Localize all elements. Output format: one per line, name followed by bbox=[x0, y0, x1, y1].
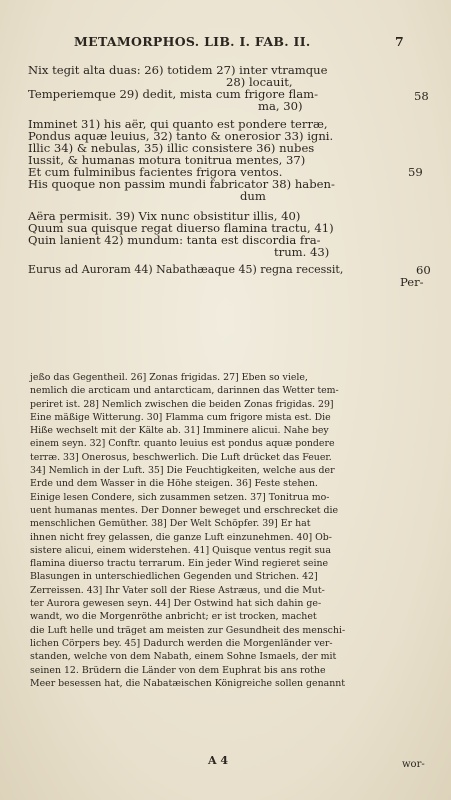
verse-line: Quum sua quisque regat diuerso flamina tractu, 41) bbox=[28, 221, 334, 235]
catchword-commentary: wor- bbox=[402, 759, 425, 770]
running-header bbox=[74, 34, 404, 54]
commentary-line: jeßo das Gegentheil. 26] Zonas frigidas. 27] Eben so viele, bbox=[30, 372, 308, 383]
german-commentary-block bbox=[30, 371, 426, 690]
verse-line: dum bbox=[240, 189, 266, 203]
verse-line: Illic 34) & nebulas, 35) illic consistere 36) nubes bbox=[28, 141, 315, 155]
verse-line: 28) locauit, bbox=[226, 75, 293, 89]
commentary-line: nemlich die arcticam und antarcticam, darinnen das Wetter tem- bbox=[30, 385, 339, 397]
commentary-line: seinen 12. Brüdern die Länder von dem Euphrat bis ans rothe bbox=[30, 664, 326, 676]
commentary-line: flamina diuerso tractu terrarum. Ein jeder Wind regieret seine bbox=[30, 558, 329, 570]
commentary-line: wandt, wo die Morgenröthe anbricht; er ist trocken, machet bbox=[30, 611, 317, 623]
verse-line: trum. 43) bbox=[274, 245, 330, 259]
margin-line-number: 59 bbox=[408, 165, 423, 179]
commentary-line: 34] Nemlich in der Luft. 35] Die Feuchtigkeiten, welche aus der bbox=[30, 465, 335, 477]
verse-line: Pondus aquæ leuius, 32) tanto & onerosior 33) igni. bbox=[28, 129, 334, 143]
verse-line: Quin lanient 42) mundum: tanta est discordia fra- bbox=[28, 233, 321, 247]
commentary-line: ter Aurora gewesen seyn. 44] Der Ostwind hat sich dahin ge- bbox=[30, 598, 322, 610]
verse-line: ma, 30) bbox=[258, 99, 303, 113]
commentary-line: einem seyn. 32] Conftr. quanto leuius est pondus aquæ pondere bbox=[30, 438, 335, 450]
verse-line: Et cum fulminibus facientes frigora ventos. bbox=[28, 165, 283, 179]
catchword-verse: Per- bbox=[400, 275, 424, 289]
commentary-line: terræ. 33] Onerosus, beschwerlich. Die Luft drücket das Feuer. bbox=[30, 451, 332, 463]
commentary-line: Meer besessen hat, die Nabatæischen Königreiche sollen genannt bbox=[30, 677, 346, 689]
commentary-line: Zerreissen. 43] Ihr Vater soll der Riese Astræus, und die Mut- bbox=[30, 584, 325, 596]
commentary-line: standen, welche von dem Nabath, einem Sohne Ismaels, der mit bbox=[30, 651, 337, 663]
commentary-line: Eine mäßige Witterung. 30] Flamma cum frigore mista est. Die bbox=[30, 411, 331, 423]
margin-line-number: 58 bbox=[414, 89, 429, 103]
verse-line: Aëra permisit. 39) Vix nunc obsistitur illis, 40) bbox=[28, 209, 301, 223]
commentary-line: ihnen nicht frey gelassen, die ganze Luft einzunehmen. 40] Ob- bbox=[30, 531, 332, 543]
verse-line: Temperiemque 29) dedit, mista cum frigore flam- bbox=[28, 87, 319, 101]
commentary-line: menschlichen Gemüther. 38] Der Welt Schöpfer. 39] Er hat bbox=[30, 518, 311, 530]
commentary-line: sistere alicui, einem widerstehen. 41] Quisque ventus regit sua bbox=[30, 544, 331, 556]
commentary-line: periret ist. 28] Nemlich zwischen die beiden Zonas frigidas. 29] bbox=[30, 398, 334, 410]
commentary-line: die Luft helle und träget am meisten zur Gesundheit des menschi- bbox=[30, 624, 346, 636]
commentary-line: Einige lesen Condere, sich zusammen setzen. 37] Tonitrua mo- bbox=[30, 491, 330, 503]
commentary-line: Hiße wechselt mit der Kälte ab. 31] Imminere alicui. Nahe bey bbox=[30, 425, 329, 437]
signature-mark: A 4 bbox=[208, 754, 229, 767]
running-title: METAMORPHOS. LIB. I. FAB. II. bbox=[74, 34, 311, 49]
margin-line-number: 60 bbox=[416, 263, 431, 277]
verse-line: Imminet 31) his aër, qui quanto est pondere terræ, bbox=[28, 117, 328, 131]
latin-verse-block bbox=[28, 64, 430, 288]
commentary-line: Erde und dem Wasser in die Höhe steigen. 36] Feste stehen. bbox=[30, 478, 318, 490]
commentary-line: Blasungen in unterschiedlichen Gegenden und Strichen. 42] bbox=[30, 571, 318, 583]
verse-line: His quoque non passim mundi fabricator 38) haben- bbox=[28, 177, 335, 191]
commentary-line: lichen Cörpers bey. 45] Dadurch werden die Morgenländer ver- bbox=[30, 637, 333, 649]
commentary-line: uent humanas mentes. Der Donner beweget und erschrecket die bbox=[30, 504, 339, 516]
verse-line: Eurus ad Auroram 44) Nabathæaque 45) regna recessit, bbox=[28, 263, 344, 276]
page-number: 7 bbox=[395, 34, 404, 49]
verse-line: Nix tegit alta duas: 26) totidem 27) inter vtramque bbox=[28, 63, 328, 77]
verse-line: Iussit, & humanas motura tonitrua mentes, 37) bbox=[28, 153, 306, 167]
